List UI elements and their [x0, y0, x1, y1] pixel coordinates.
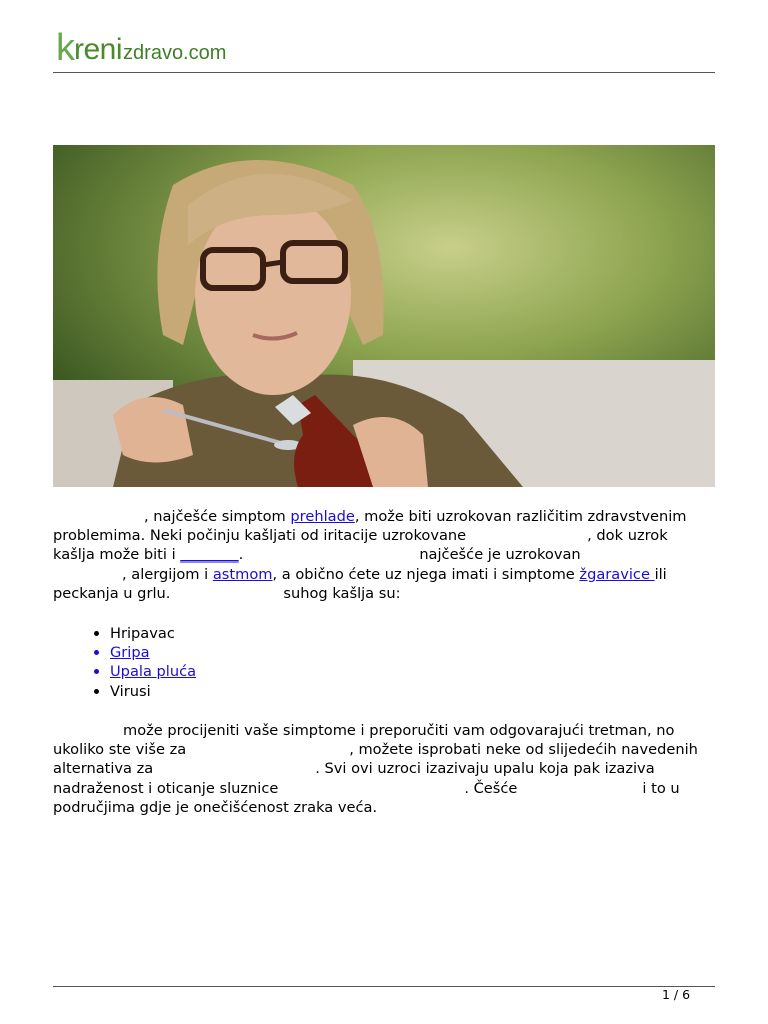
text-line: [53, 721, 718, 740]
cause-list: [94, 624, 196, 701]
text-span: nadraženost i oticanje sluznice: [53, 779, 279, 797]
header-divider: [53, 72, 715, 73]
text-line: [53, 740, 718, 759]
site-logo[interactable]: [56, 24, 226, 68]
bullet-icon: [94, 689, 99, 694]
text-line: [53, 779, 718, 798]
text-span: , dok uzrok: [587, 527, 668, 545]
text-span: alternativa za: [53, 760, 154, 778]
logo-domain: zdravo.com: [123, 42, 227, 64]
footer-divider: [53, 986, 715, 987]
text-line: [53, 798, 718, 817]
bullet-icon: [94, 650, 99, 655]
text-span: , najčešće simptom: [144, 508, 291, 525]
link-gripa[interactable]: Gripa: [110, 644, 150, 662]
text-span: , može biti uzrokovan različitim zdravstvenim: [354, 508, 687, 525]
text-span: područjima gdje je onečišćenost zraka veća.: [53, 798, 378, 816]
link-blank[interactable]: ________: [180, 546, 239, 564]
list-item[interactable]: [94, 662, 196, 681]
text-span: kašlja može biti i: [53, 546, 181, 564]
text-span: , a obično ćete uz njega imati i simptome: [272, 565, 580, 583]
logo-k: k: [56, 27, 74, 69]
text-span: najčešće je uzrokovan: [419, 546, 581, 564]
list-item: [94, 682, 196, 701]
text-line: [53, 565, 718, 584]
text-span: , možete isprobati neke od slijedećih navedenih: [349, 741, 698, 759]
text-line: [53, 584, 718, 603]
link-astmom[interactable]: astmom: [212, 565, 273, 583]
paragraph-intro: [53, 507, 718, 603]
text-span: suhog kašlja su:: [283, 584, 401, 602]
text-span: . Češće: [464, 779, 518, 797]
text-span: ili: [654, 565, 667, 583]
page-number: 1 / 6: [662, 987, 691, 1002]
link-upala-pluca[interactable]: Upala pluća: [110, 663, 197, 681]
text-span: i to u: [642, 779, 680, 797]
link-zgaravice[interactable]: žgaravice: [579, 565, 655, 583]
list-item-label: Hripavac: [110, 625, 175, 642]
text-span: peckanja u grlu.: [53, 584, 171, 602]
text-span: , alergijom i: [122, 565, 213, 583]
text-span: . Svi ovi uzroci izazivaju upalu koja pak izaziva: [315, 760, 655, 778]
hero-illustration: [53, 145, 715, 487]
text-span: .: [238, 546, 244, 564]
bullet-icon: [94, 669, 99, 674]
text-span: ukoliko ste više za: [53, 741, 187, 759]
text-span: može procijeniti vaše simptome i preporučiti vam odgovarajući tretman, no: [123, 722, 675, 739]
bullet-icon: [94, 631, 99, 636]
text-line: [53, 526, 718, 545]
link-prehlade[interactable]: prehlade: [290, 508, 355, 525]
list-item: [94, 624, 196, 643]
logo-reni: reni: [74, 33, 123, 66]
list-item-label: Virusi: [110, 682, 151, 700]
text-line: [53, 545, 718, 564]
list-item[interactable]: [94, 643, 196, 662]
hero-image: [53, 145, 715, 487]
text-line: [53, 759, 718, 778]
text-line: [53, 507, 718, 526]
paragraph-treatment: [53, 721, 718, 817]
text-span: problemima. Neki počinju kašljati od iritacije uzrokovane: [53, 527, 467, 545]
